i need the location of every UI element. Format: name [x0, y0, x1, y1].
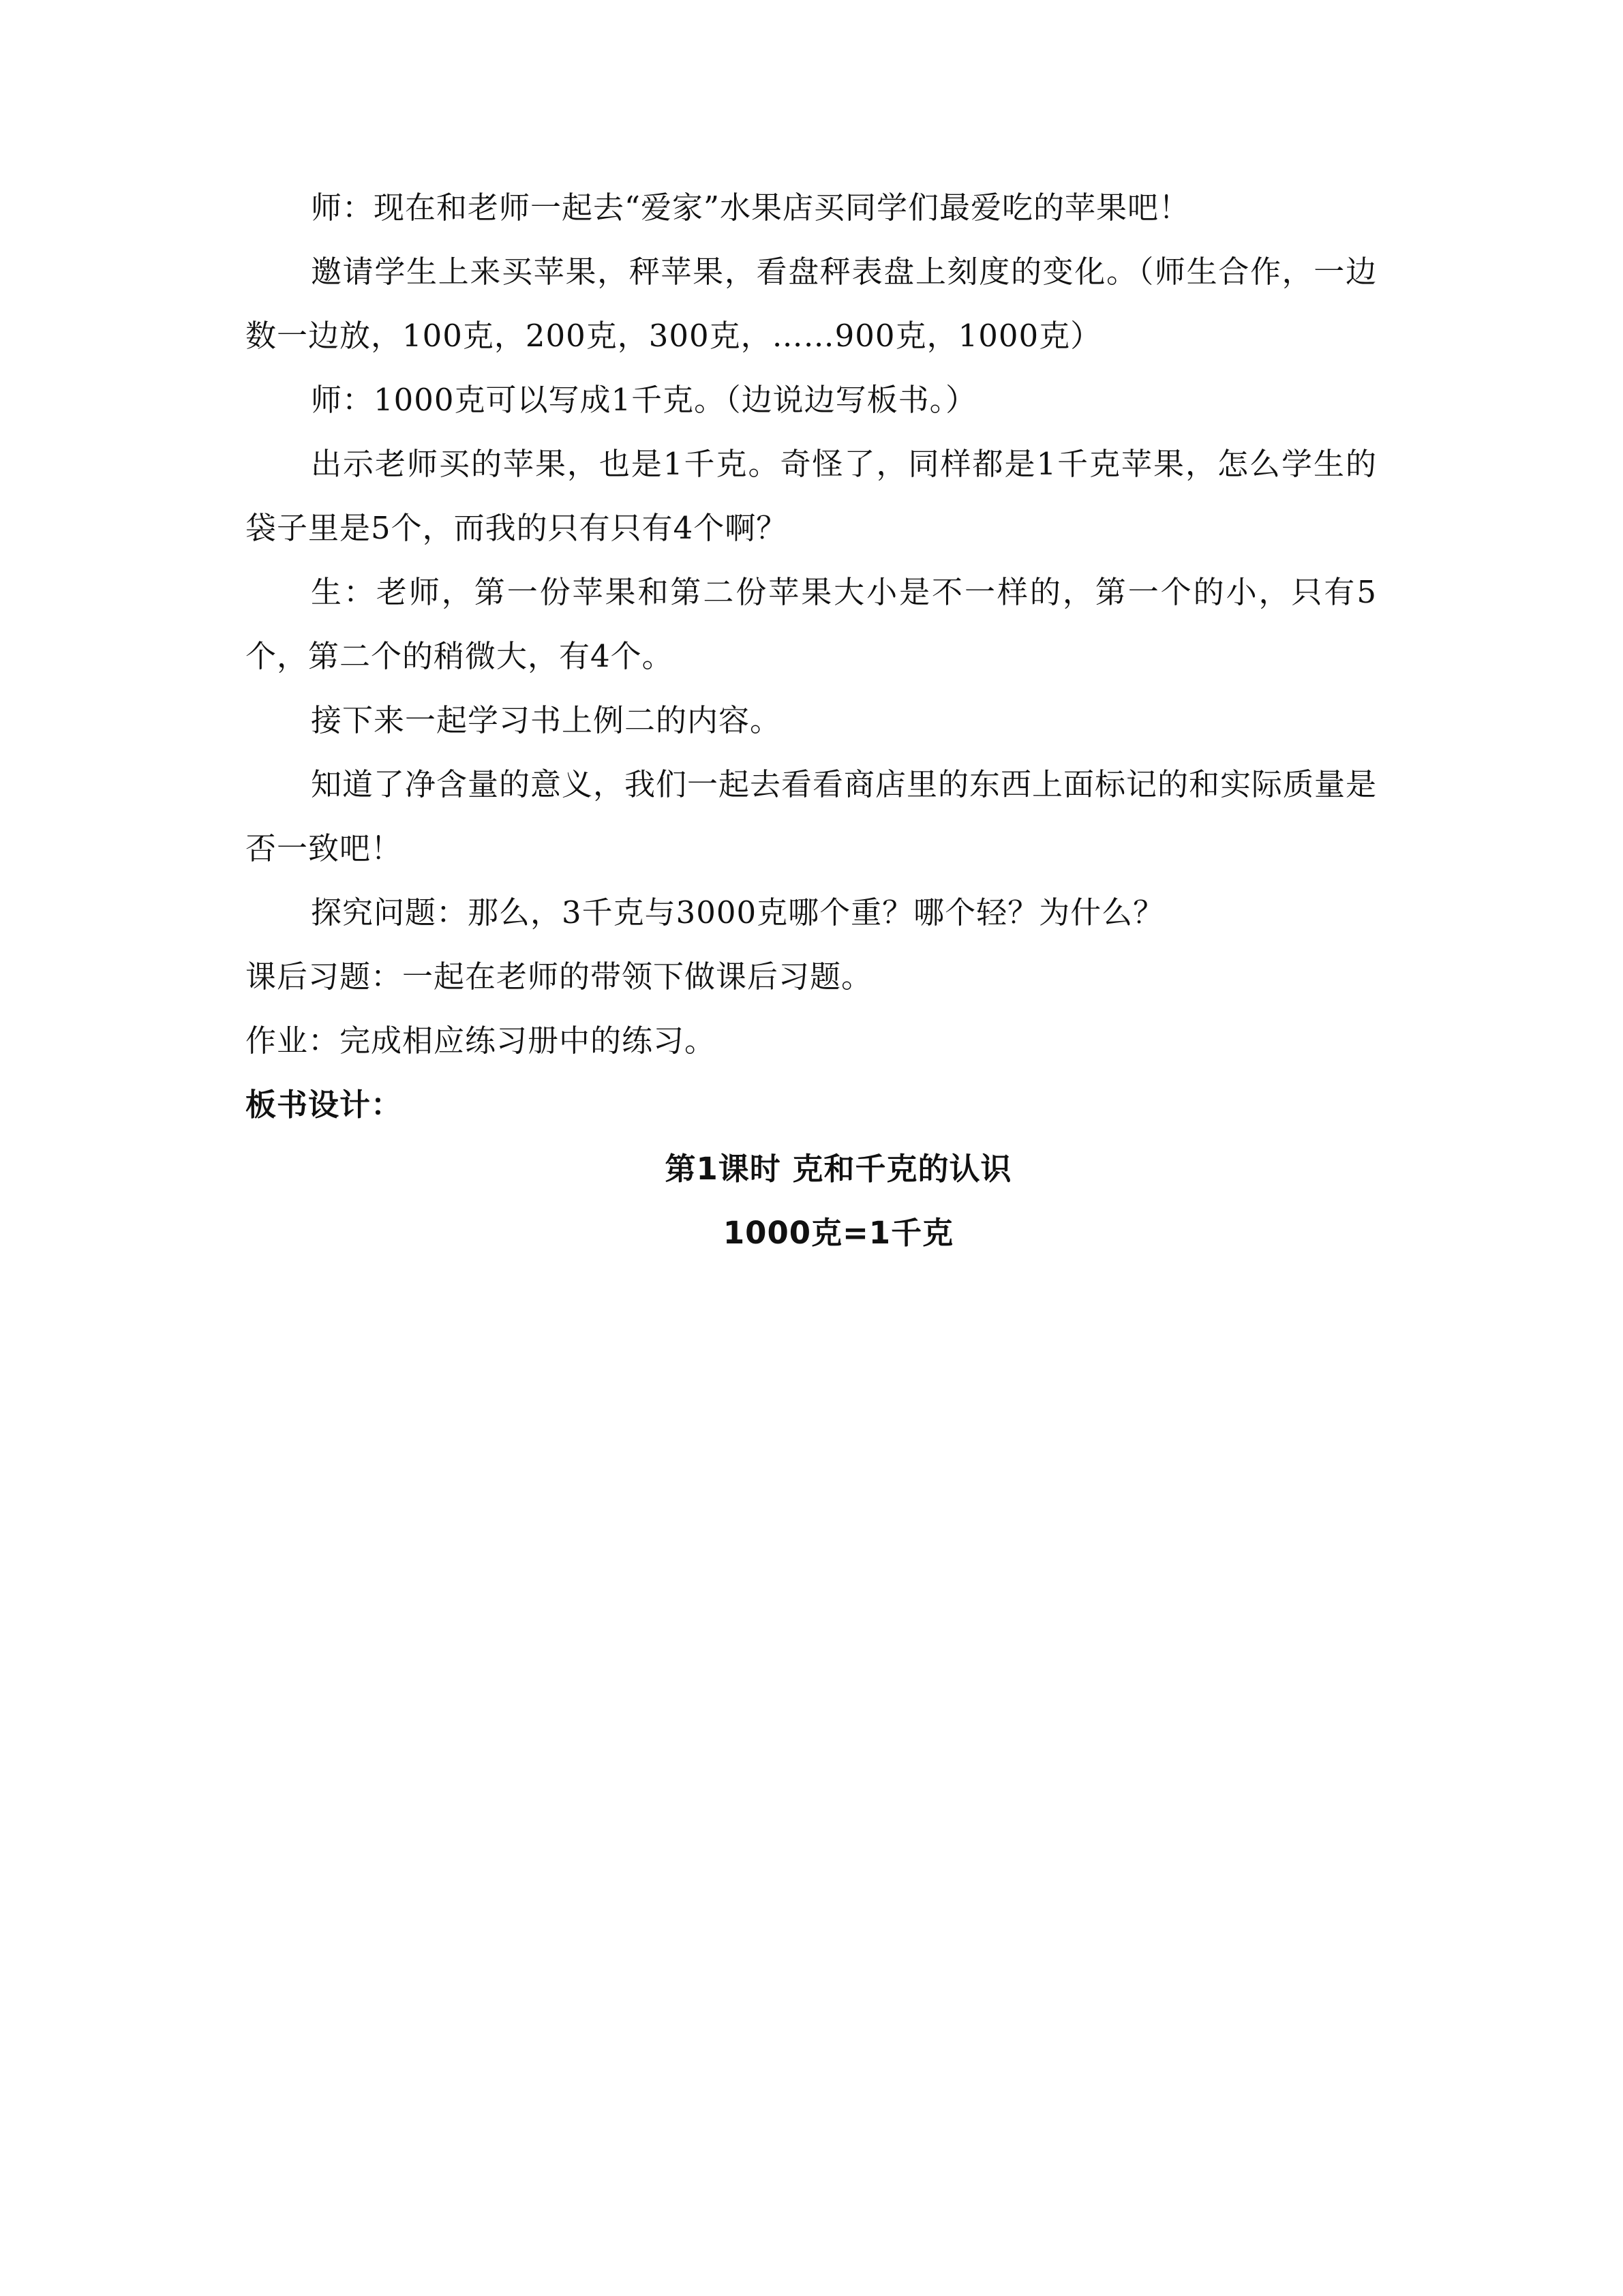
paragraph-teacher-intro: 师：现在和老师一起去“爱家”水果店买同学们最爱吃的苹果吧！ [311, 190, 1191, 226]
paragraph-explore-question: 探究问题：那么，3千克与3000克哪个重？哪个轻？为什么？ [311, 894, 1165, 931]
paragraph-teacher-apples: 出示老师买的苹果，也是1千克。奇怪了，同样都是1千克苹果，怎么学生的袋子里是5个，而我的只有只有4个啊？ [245, 446, 1377, 546]
paragraph-homework: 作业：完成相应练习册中的练习。 [245, 1023, 716, 1059]
document-body [245, 176, 1377, 1265]
paragraph-student-answer: 生：老师，第一份苹果和第二份苹果大小是不一样的，第一个的小，只有5个，第二个的稍微大，有4个。 [245, 574, 1377, 674]
board-equation: 1000克=1千克 [723, 1215, 954, 1251]
board-design-heading: 板书设计： [245, 1087, 403, 1123]
board-title: 第1课时 克和千克的认识 [665, 1151, 1012, 1187]
paragraph-after-class: 课后习题：一起在老师的带领下做课后习题。 [245, 958, 873, 995]
paragraph-buy-apples: 邀请学生上来买苹果，秤苹果，看盘秤表盘上刻度的变化。（师生合作，一边数一边放，100克，200克，300克，……900克，1000克） [245, 254, 1377, 354]
paragraph-net-content: 知道了净含量的意义，我们一起去看看商店里的东西上面标记的和实际质量是否一致吧！ [245, 766, 1378, 866]
paragraph-1000g-1kg: 师：1000克可以写成1千克。（边说边写板书。） [311, 382, 977, 418]
paragraph-example-two: 接下来一起学习书上例二的内容。 [311, 702, 782, 738]
